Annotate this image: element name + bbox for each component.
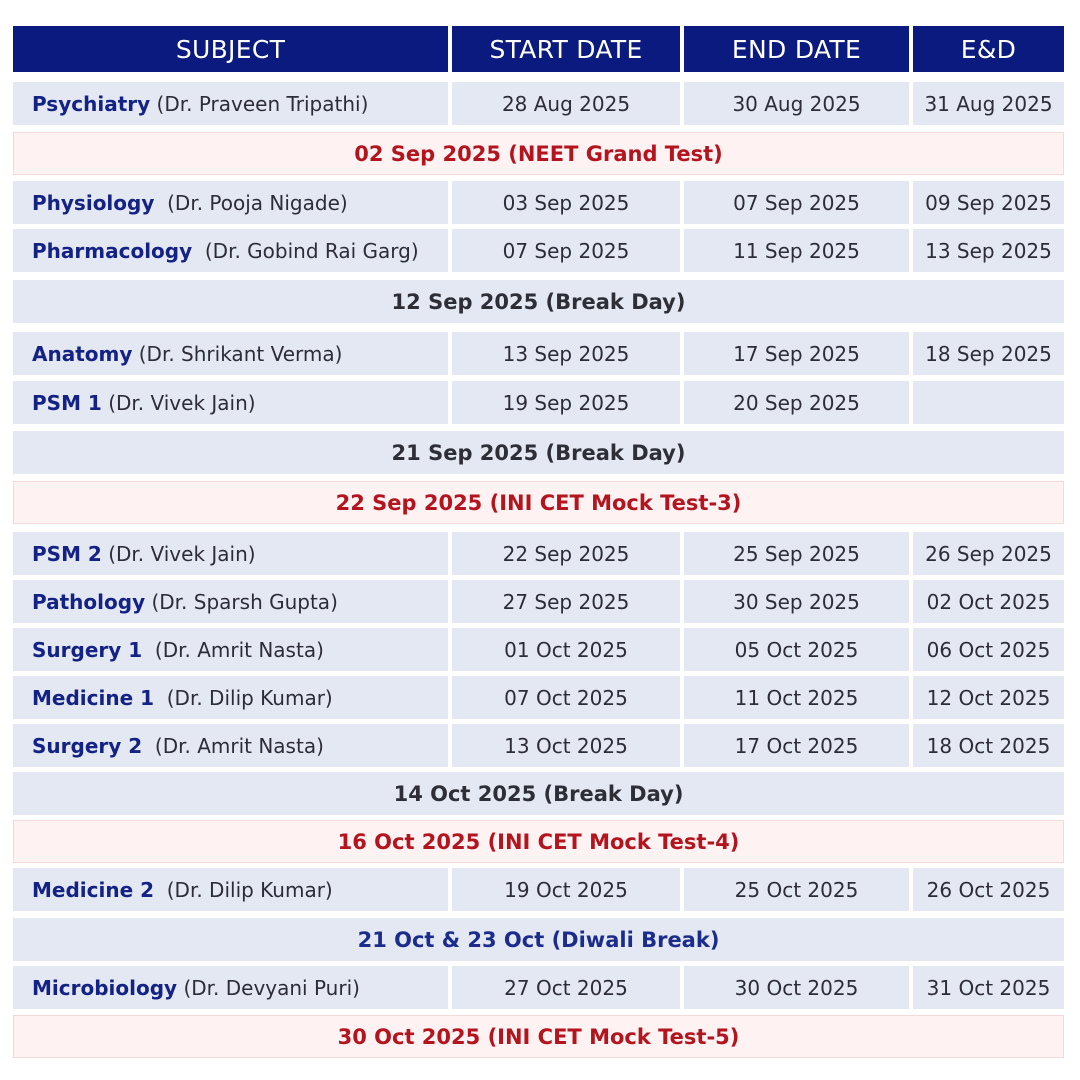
header-ed: E&D [913, 26, 1064, 72]
note-row: 21 Sep 2025 (Break Day) [13, 431, 1064, 474]
subject-cell [13, 676, 448, 719]
ed-date-cell: 06 Oct 2025 [913, 628, 1064, 671]
teacher-name: (Dr. Vivek Jain) [108, 541, 256, 566]
ed-date-cell [913, 381, 1064, 424]
start-date-cell: 19 Oct 2025 [452, 868, 680, 911]
note-row: 16 Oct 2025 (INI CET Mock Test-4) [13, 820, 1064, 863]
teacher-name: (Dr. Amrit Nasta) [154, 637, 324, 662]
end-date-cell: 20 Sep 2025 [684, 381, 909, 424]
end-date-cell: 17 Oct 2025 [684, 724, 909, 767]
note-row: 12 Sep 2025 (Break Day) [13, 280, 1064, 323]
subject-cell [13, 229, 448, 272]
note-row: 22 Sep 2025 (INI CET Mock Test-3) [13, 481, 1064, 524]
subject-name: PSM 2 [32, 541, 102, 566]
teacher-name: (Dr. Sparsh Gupta) [151, 589, 338, 614]
subject-name: Physiology [32, 190, 155, 215]
subject-cell [13, 628, 448, 671]
teacher-name: (Dr. Pooja Nigade) [167, 190, 348, 215]
ed-date-cell: 02 Oct 2025 [913, 580, 1064, 623]
subject-name: Anatomy [32, 341, 133, 366]
teacher-name: (Dr. Shrikant Verma) [138, 341, 343, 366]
note-row: 30 Oct 2025 (INI CET Mock Test-5) [13, 1015, 1064, 1058]
subject-name: Surgery 2 [32, 733, 143, 758]
end-date-cell: 30 Aug 2025 [684, 82, 909, 125]
end-date-cell: 30 Oct 2025 [684, 966, 909, 1009]
subject-name: Pharmacology [32, 238, 193, 263]
start-date-cell: 27 Oct 2025 [452, 966, 680, 1009]
subject-separator [154, 878, 167, 902]
note-row: 14 Oct 2025 (Break Day) [13, 772, 1064, 815]
end-date-cell: 11 Sep 2025 [684, 229, 909, 272]
end-date-cell: 30 Sep 2025 [684, 580, 909, 623]
end-date-cell: 05 Oct 2025 [684, 628, 909, 671]
start-date-cell: 01 Oct 2025 [452, 628, 680, 671]
subject-cell [13, 181, 448, 224]
teacher-name: (Dr. Dilip Kumar) [166, 877, 333, 902]
subject-cell [13, 82, 448, 125]
subject-cell [13, 381, 448, 424]
ed-date-cell: 18 Oct 2025 [913, 724, 1064, 767]
note-row: 21 Oct & 23 Oct (Diwali Break) [13, 918, 1064, 961]
teacher-name: (Dr. Gobind Rai Garg) [204, 238, 419, 263]
start-date-cell: 19 Sep 2025 [452, 381, 680, 424]
subject-cell [13, 332, 448, 375]
start-date-cell: 13 Sep 2025 [452, 332, 680, 375]
end-date-cell: 11 Oct 2025 [684, 676, 909, 719]
ed-date-cell: 31 Oct 2025 [913, 966, 1064, 1009]
start-date-cell: 13 Oct 2025 [452, 724, 680, 767]
subject-cell [13, 966, 448, 1009]
start-date-cell: 07 Sep 2025 [452, 229, 680, 272]
start-date-cell: 27 Sep 2025 [452, 580, 680, 623]
teacher-name: (Dr. Devyani Puri) [183, 975, 360, 1000]
ed-date-cell: 18 Sep 2025 [913, 332, 1064, 375]
end-date-cell: 25 Sep 2025 [684, 532, 909, 575]
teacher-name: (Dr. Dilip Kumar) [166, 685, 333, 710]
end-date-cell: 07 Sep 2025 [684, 181, 909, 224]
subject-name: Pathology [32, 589, 146, 614]
ed-date-cell: 26 Oct 2025 [913, 868, 1064, 911]
header-end-date: END DATE [684, 26, 909, 72]
subject-cell [13, 724, 448, 767]
subject-name: Medicine 1 [32, 685, 155, 710]
subject-separator [154, 686, 167, 710]
teacher-name: (Dr. Praveen Tripathi) [156, 91, 369, 116]
subject-separator [154, 191, 167, 215]
subject-cell [13, 532, 448, 575]
teacher-name: (Dr. Amrit Nasta) [154, 733, 324, 758]
start-date-cell: 03 Sep 2025 [452, 181, 680, 224]
ed-date-cell: 13 Sep 2025 [913, 229, 1064, 272]
end-date-cell: 25 Oct 2025 [684, 868, 909, 911]
ed-date-cell: 12 Oct 2025 [913, 676, 1064, 719]
subject-name: PSM 1 [32, 390, 102, 415]
ed-date-cell: 09 Sep 2025 [913, 181, 1064, 224]
subject-name: Surgery 1 [32, 637, 143, 662]
ed-date-cell: 26 Sep 2025 [913, 532, 1064, 575]
subject-name: Psychiatry [32, 91, 151, 116]
subject-separator [142, 638, 155, 662]
subject-cell [13, 580, 448, 623]
teacher-name: (Dr. Vivek Jain) [108, 390, 256, 415]
subject-cell [13, 868, 448, 911]
end-date-cell: 17 Sep 2025 [684, 332, 909, 375]
start-date-cell: 22 Sep 2025 [452, 532, 680, 575]
header-start-date: START DATE [452, 26, 680, 72]
subject-name: Medicine 2 [32, 877, 155, 902]
start-date-cell: 07 Oct 2025 [452, 676, 680, 719]
subject-separator [192, 239, 205, 263]
header-subject: SUBJECT [13, 26, 448, 72]
note-row: 02 Sep 2025 (NEET Grand Test) [13, 132, 1064, 175]
ed-date-cell: 31 Aug 2025 [913, 82, 1064, 125]
subject-name: Microbiology [32, 975, 178, 1000]
subject-separator [142, 734, 155, 758]
start-date-cell: 28 Aug 2025 [452, 82, 680, 125]
